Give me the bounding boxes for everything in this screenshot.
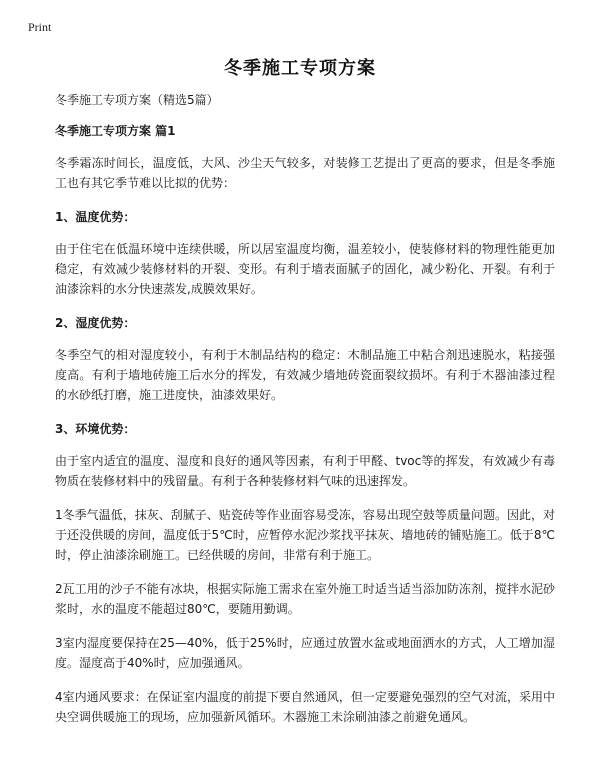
document-body: [55, 90, 555, 741]
note-1: 1冬季气温低，抹灰、刮腻子、贴瓷砖等作业面容易受冻，容易出现空鼓等质量问题。因此，对于还没供暖的房间，温度低于5℃时，应暂停水泥沙浆找平抹灰、墙地砖的铺贴施工。低于8℃时，停止油漆涂刷施工。已经供暖的房间，非常有利于施工。: [55, 508, 555, 562]
heading-humidity: 2、湿度优势：: [55, 316, 136, 330]
section-title: 冬季施工专项方案 篇1: [55, 124, 176, 138]
heading-temperature: 1、温度优势：: [55, 210, 136, 224]
paragraph-humidity: 冬季空气的相对湿度较小，有利于木制品结构的稳定：木制品施工中粘合剂迅速脱水，粘接强度高。有利于墙地砖施工后水分的挥发，有效减少墙地砖瓷面裂纹损坏。有利于木器油漆过程的水砂纸打磨，施工进度快，油漆效果好。: [55, 348, 555, 402]
paragraph-environment: 由于室内适宜的温度、湿度和良好的通风等因素，有利于甲醛、tvoc等的挥发，有效减少有毒物质在装修材料中的残留量。有利于各种装修材料气味的迅速挥发。: [55, 454, 555, 488]
heading-environment: 3、环境优势：: [55, 422, 136, 436]
print-label: Print: [28, 20, 52, 34]
note-2: 2瓦工用的沙子不能有冰块，根据实际施工需求在室外施工时适当适当添加防冻剂，搅拌水泥砂浆时，水的温度不能超过80℃，要随用勤调。: [55, 582, 555, 616]
note-3: 3室内湿度要保持在25—40%，低于25%时，应通过放置水盆或地面洒水的方式，人工增加湿度。湿度高于40%时，应加强通风。: [55, 636, 555, 670]
intro-paragraph: 冬季霜冻时间长，温度低，大风、沙尘天气较多，对装修工艺提出了更高的要求，但是冬季施工也有其它季节难以比拟的优势：: [55, 156, 555, 190]
document-title: 冬季施工专项方案: [224, 58, 376, 79]
document-subtitle: 冬季施工专项方案（精选5篇）: [55, 93, 219, 107]
paragraph-temperature: 由于住宅在低温环境中连续供暖，所以居室温度均衡，温差较小，使装修材料的物理性能更加稳定，有效减少装修材料的开裂、变形。有利于墙表面腻子的固化，减少粉化、开裂。有利于油漆涂料的水分快速蒸发,成膜效果好。: [55, 242, 555, 296]
note-4: 4室内通风要求：在保证室内温度的前提下要自然通风，但一定要避免强烈的空气对流，采用中央空调供暖施工的现场，应加强新风循环。木器施工未涂刷油漆之前避免通风。: [55, 690, 555, 724]
